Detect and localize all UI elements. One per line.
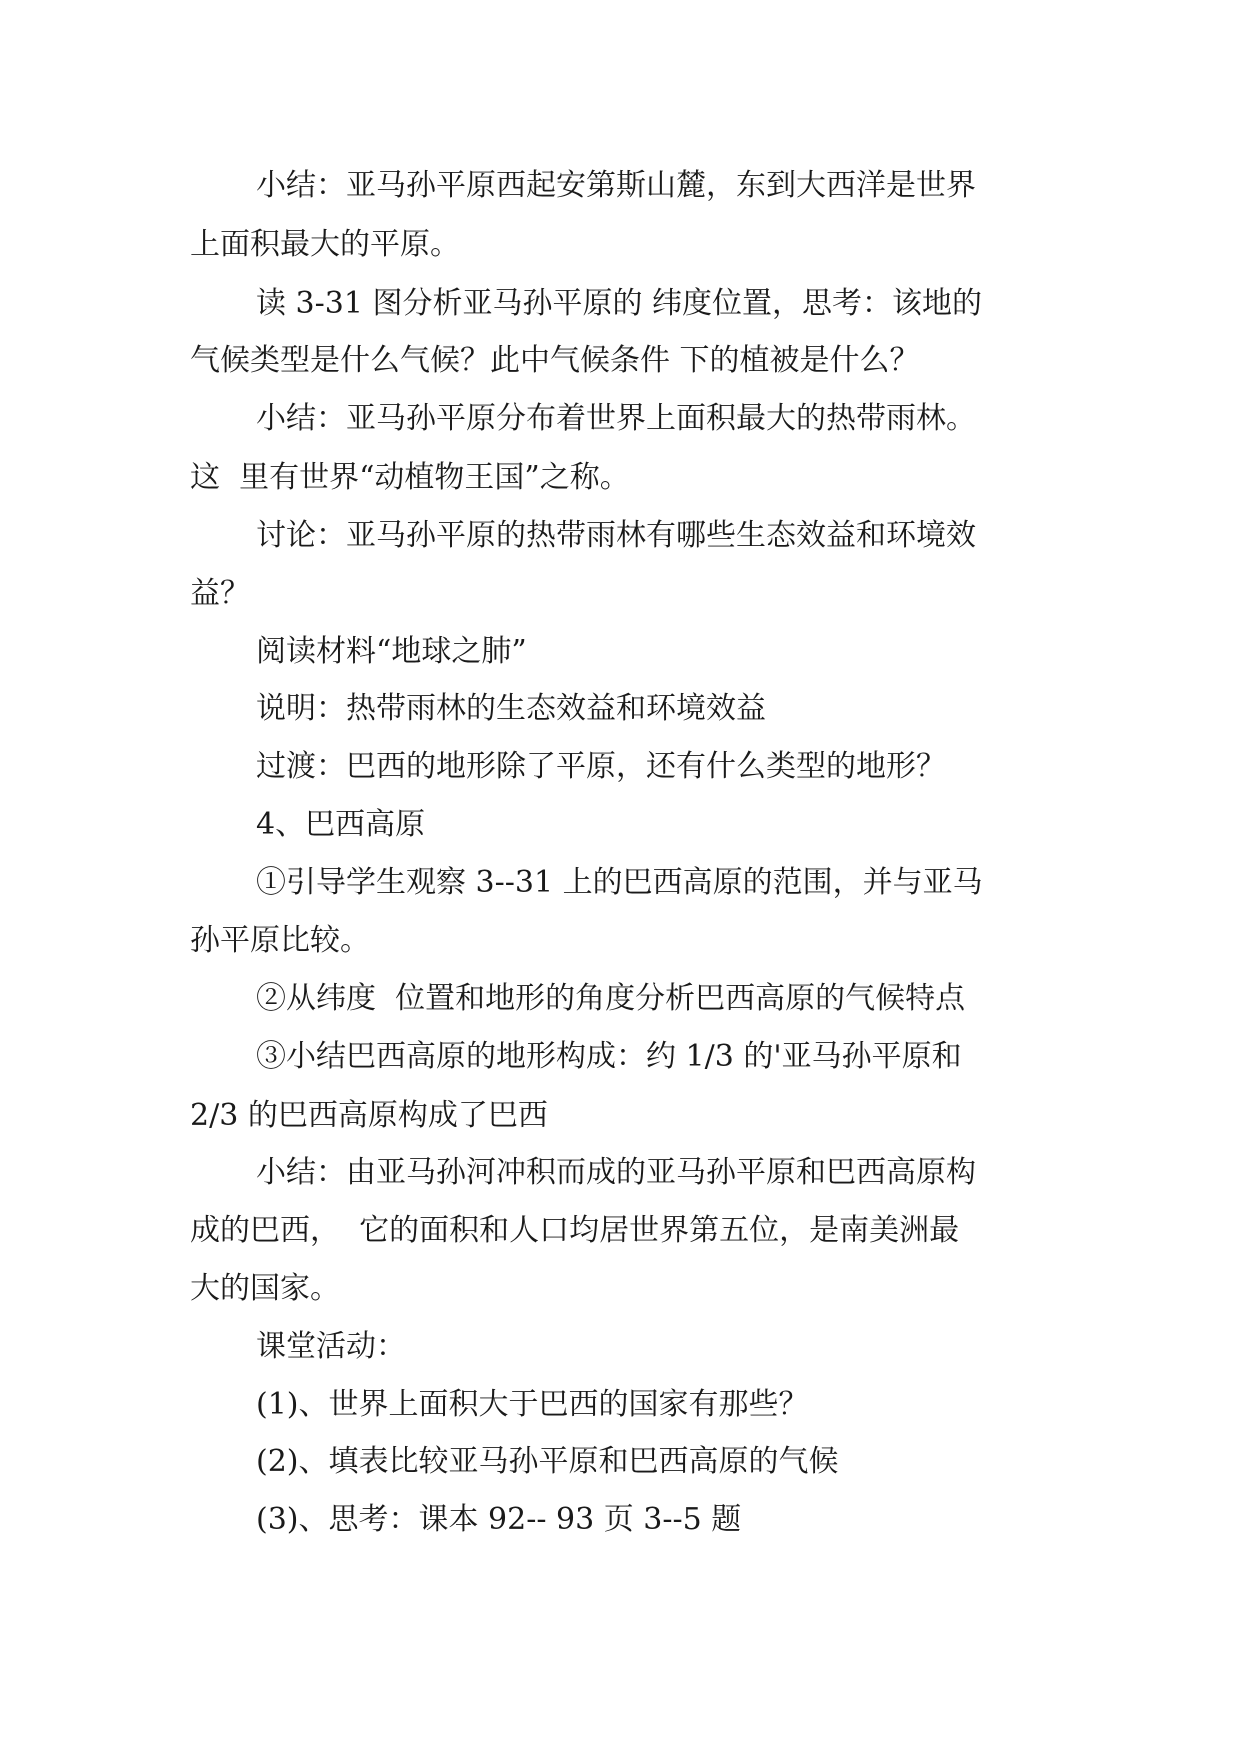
paragraph-line: ②从纬度 位置和地形的角度分析巴西高原的气候特点 — [256, 981, 966, 1016]
paragraph-line: 成的巴西， 它的面积和人口均居世界第五位，是南美洲最 — [190, 1213, 960, 1248]
paragraph-line: 4、巴西高原 — [256, 807, 426, 842]
paragraph-line: 读 3-31 图分析亚马孙平原的 纬度位置，思考：该地的 — [256, 286, 983, 321]
paragraph-line: 2/3 的巴西高原构成了巴西 — [190, 1098, 548, 1133]
paragraph-line: ③小结巴西高原的地形构成：约 1/3 的'亚马孙平原和 — [256, 1039, 962, 1074]
paragraph-line: 小结：亚马孙平原西起安第斯山麓，东到大西洋是世界 — [256, 168, 976, 203]
paragraph-line: (1)、世界上面积大于巴西的国家有那些？ — [256, 1387, 809, 1422]
paragraph-line: 过渡：巴西的地形除了平原，还有什么类型的地形？ — [256, 749, 946, 784]
paragraph-line: 课堂活动： — [256, 1329, 406, 1364]
paragraph-line: ①引导学生观察 3--31 上的巴西高原的范围，并与亚马 — [256, 865, 983, 900]
paragraph-line: 说明：热带雨林的生态效益和环境效益 — [256, 691, 766, 726]
paragraph-line: (3)、思考：课本 92-- 93 页 3--5 题 — [256, 1502, 742, 1537]
paragraph-line: 阅读材料“地球之肺” — [256, 634, 527, 669]
paragraph-line: 孙平原比较。 — [190, 923, 370, 958]
paragraph-line: 讨论：亚马孙平原的热带雨林有哪些生态效益和环境效 — [256, 518, 976, 553]
paragraph-line: 这 里有世界“动植物王国”之称。 — [190, 460, 630, 495]
paragraph-line: 大的国家。 — [190, 1271, 340, 1306]
paragraph-line: 小结：由亚马孙河冲积而成的亚马孙平原和巴西高原构 — [256, 1155, 976, 1190]
paragraph-line: (2)、填表比较亚马孙平原和巴西高原的气候 — [256, 1444, 839, 1479]
paragraph-line: 小结：亚马孙平原分布着世界上面积最大的热带雨林。 — [256, 401, 976, 436]
paragraph-line: 气候类型是什么气候？此中气候条件 下的植被是什么？ — [190, 343, 920, 378]
paragraph-line: 益？ — [190, 576, 250, 611]
paragraph-line: 上面积最大的平原。 — [190, 227, 460, 262]
